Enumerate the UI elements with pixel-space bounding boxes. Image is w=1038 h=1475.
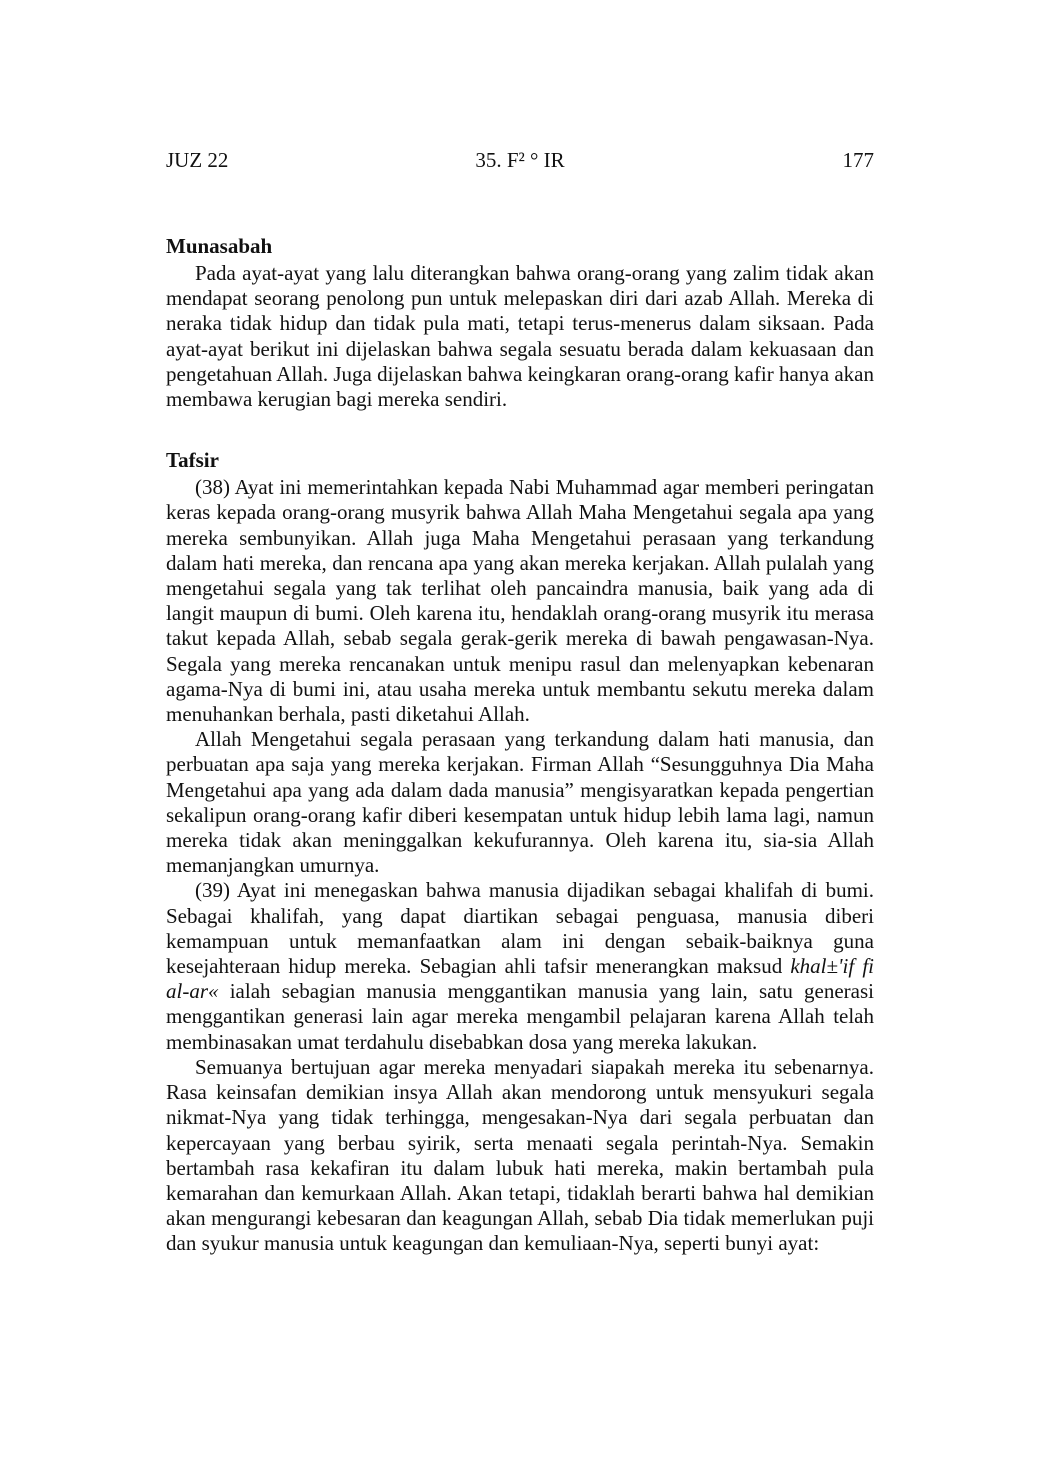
- juz-label: JUZ 22: [166, 148, 229, 172]
- arabic-term: khal±'if fi al-ar«: [166, 954, 874, 1004]
- munasabah-paragraph: Pada ayat-ayat yang lalu diterangkan bahwa orang-orang yang zalim tidak akan mendapat seorang penolong pun untuk melepaskan diri dari azab Allah. Mereka di neraka tidak hidup dan tidak pula mati, tetapi terus-menerus dalam siksaan. Pada ayat-ayat berikut ini dijelaskan bahwa segala sesuatu berada dalam kekuasaan dan pengetahuan Allah. Juga dijelaskan bahwa keingkaran orang-orang kafir hanya akan membawa kerugian bagi mereka sendiri.: [166, 261, 874, 412]
- surah-title: 35. F² ° IR: [475, 148, 565, 172]
- tafsir-39-text-end: ialah sebagian manusia menggantikan manusia yang lain, satu generasi menggantikan generasi lain agar mereka mengambil pelajaran karena Allah telah membinasakan umat terdahulu disebabkan dosa yang mereka lakukan.: [166, 979, 874, 1054]
- running-header: [166, 145, 874, 175]
- munasabah-heading: Munasabah: [166, 234, 273, 258]
- tafsir-paragraph-knowledge: Allah Mengetahui segala perasaan yang terkandung dalam hati manusia, dan perbuatan apa saja yang mereka kerjakan. Firman Allah “Sesungguhnya Dia Maha Mengetahui apa yang ada dalam dada manusia” mengisyaratkan kepada pengertian sekalipun orang-orang kafir diberi kesempatan untuk hidup lebih lama lagi, namun mereka tidak akan meninggalkan kekufurannya. Oleh karena itu, sia-sia Allah memanjangkan umurnya.: [166, 727, 874, 878]
- tafsir-paragraph-39: [166, 878, 874, 1054]
- tafsir-heading: Tafsir: [166, 448, 219, 473]
- tafsir-paragraph-purpose: Semuanya bertujuan agar mereka menyadari siapakah mereka itu sebenarnya. Rasa keinsafan demikian insya Allah akan mendorong untuk mensyukuri segala nikmat-Nya yang tidak terhingga, mengesakan-Nya dari segala perbuatan dan kepercayaan yang berbau syirik, serta menaati segala perintah-Nya. Semakin bertambah rasa kekafiran itu dalam lubuk hati mereka, makin bertambah pula kemarahan dan kemurkaan Allah. Akan tetapi, tidaklah berarti bahwa hal demikian akan mengurangi kebesaran dan keagungan Allah, sebab Dia tidak memerlukan puji dan syukur manusia untuk keagungan dan kemuliaan-Nya, seperti bunyi ayat:: [166, 1054, 874, 1256]
- section-spacer: [166, 412, 874, 446]
- page-number: 177: [842, 148, 874, 172]
- tafsir-paragraph-38: (38) Ayat ini memerintahkan kepada Nabi Muhammad agar memberi peringatan keras kepada orang-orang musyrik bahwa Allah Maha Mengetahui segala apa yang mereka sembunyikan. Allah juga Maha Mengetahui perasaan yang terkandung dalam hati mereka, dan rencana apa yang akan mereka kerjakan. Allah pulalah yang mengetahui segala yang tak terlihat oleh pancaindra manusia, baik yang ada di langit maupun di bumi. Oleh karena itu, hendaklah orang-orang musyrik itu merasa takut kepada Allah, sebab segala gerak-gerik mereka di bawah pengawasan-Nya. Segala yang mereka rencanakan untuk menipu rasul dan melenyapkan kebenaran agama-Nya di bumi ini, atau usaha mereka untuk membantu sekutu mereka dalam menuhankan berhala, pasti diketahui Allah.: [166, 475, 874, 727]
- page-body: [166, 232, 874, 1257]
- tafsir-39-text-start: (39) Ayat ini menegaskan bahwa manusia dijadikan sebagai khalifah di bumi. Sebagai khalifah, yang dapat diartikan sebagai penguasa, manusia diberi kemampuan untuk memanfaatkan alam ini dengan sebaik-baiknya guna kesejahteraan hidup mereka. Sebagian ahli tafsir menerangkan maksud: [166, 878, 874, 979]
